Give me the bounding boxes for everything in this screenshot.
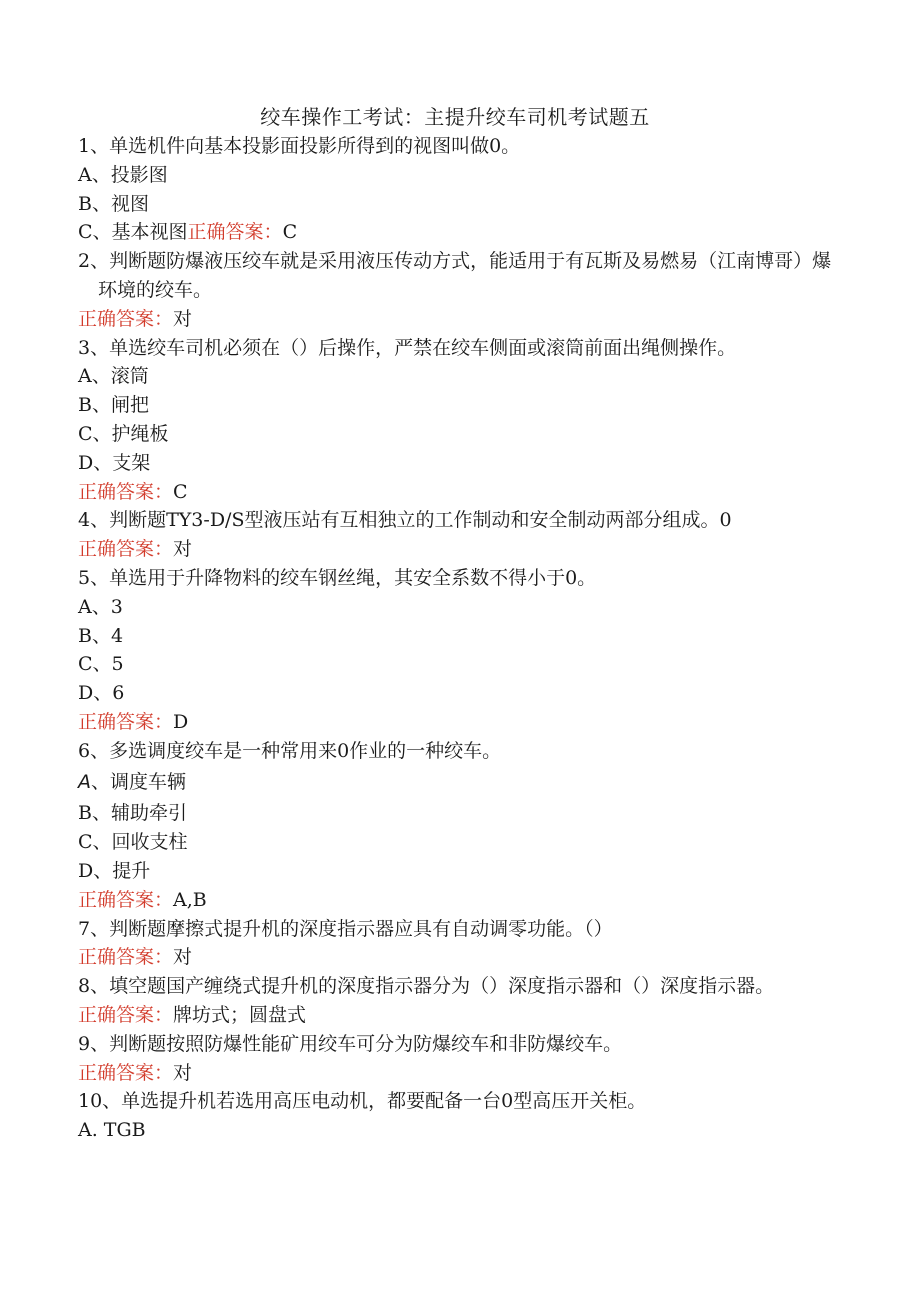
- question-2-answer-row: [78, 305, 833, 334]
- question-6-stem: 6、多选调度绞车是一种常用来0作业的一种绞车。: [78, 739, 502, 762]
- question-1-option-a: A、投影图: [78, 163, 168, 186]
- question-5-option-a: A、3: [78, 595, 123, 618]
- question-6-answer-row: [78, 886, 833, 915]
- question-4-stem: 4、判断题TY3-D/S型液压站有互相独立的工作制动和安全制动两部分组成。0: [78, 509, 732, 532]
- answer-label: 正确答案：: [78, 946, 174, 969]
- question-6-option-b: B、辅助牵引: [78, 802, 187, 825]
- question-10-stem: 10、单选提升机若选用高压电动机，都要配备一台0型高压开关柜。: [78, 1090, 647, 1113]
- question-10-option-a: A. TGB: [78, 1119, 146, 1142]
- answer-label: 正确答案：: [78, 1061, 174, 1084]
- document-title: 绞车操作工考试：主提升绞车司机考试题五: [260, 105, 650, 129]
- question-5-option-b: B、4: [78, 624, 124, 647]
- question-4-answer: 对: [173, 538, 193, 561]
- question-2-stem: 2、判断题防爆液压绞车就是采用液压传动方式，能适用于有瓦斯及易燃易（江南博哥）爆环境的绞车。: [78, 250, 832, 301]
- question-9-stem: 9、判断题按照防爆性能矿用绞车可分为防爆绞车和非防爆绞车。: [78, 1032, 623, 1055]
- question-6-option-c: C、回收支柱: [78, 831, 188, 854]
- question-1-option-c-row: [78, 218, 833, 247]
- answer-label: 正确答案：: [78, 888, 174, 911]
- question-7-stem: 7、判断题摩擦式提升机的深度指示器应具有自动调零功能。（）: [78, 917, 613, 940]
- question-2-answer: 对: [173, 307, 193, 330]
- answer-label: 正确答案：: [187, 221, 283, 244]
- question-6-option-a-letter: A: [78, 770, 91, 793]
- question-1-answer: C: [282, 221, 298, 244]
- answer-label: 正确答案：: [78, 1003, 174, 1026]
- question-3-stem: 3、单选绞车司机必须在（）后操作，严禁在绞车侧面或滚筒前面出绳侧操作。: [78, 336, 737, 359]
- question-5-answer-row: [78, 708, 833, 737]
- answer-label: 正确答案：: [78, 538, 174, 561]
- question-8-answer: 牌坊式；圆盘式: [173, 1003, 307, 1026]
- question-3-option-d: D、支架: [78, 451, 151, 474]
- question-8-answer-row: [78, 1001, 833, 1030]
- question-5-option-d: D、6: [78, 682, 125, 705]
- answer-label: 正确答案：: [78, 710, 174, 733]
- question-7-answer: 对: [173, 946, 193, 969]
- question-6-option-a-text: 、调度车辆: [91, 770, 187, 793]
- question-5-stem: 5、单选用于升降物料的绞车钢丝绳，其安全系数不得小于0。: [78, 566, 597, 589]
- question-6-answer: A,B: [173, 888, 207, 911]
- answer-label: 正确答案：: [78, 480, 174, 503]
- question-1-option-c: C、基本视图: [78, 221, 188, 244]
- question-1-stem: 1、单选机件向基本投影面投影所得到的视图叫做0。: [78, 135, 521, 157]
- question-5-answer: D: [173, 710, 189, 733]
- question-5-option-c: C、5: [78, 653, 124, 676]
- question-3-answer-row: [78, 478, 833, 507]
- question-3-answer: C: [173, 480, 188, 503]
- question-4-answer-row: [78, 535, 833, 564]
- question-3-option-b: B、闸把: [78, 394, 149, 417]
- question-3-option-a: A、滚筒: [78, 365, 149, 388]
- question-6-option-d: D、提升: [78, 859, 151, 882]
- question-1-option-b: B、视图: [78, 192, 149, 215]
- question-list: [78, 132, 833, 1145]
- question-9-answer: 对: [173, 1061, 193, 1084]
- question-8-stem: 8、填空题国产缠绕式提升机的深度指示器分为（）深度指示器和（）深度指示器。: [78, 975, 775, 998]
- question-3-option-c: C、护绳板: [78, 422, 169, 445]
- question-6-option-a: [78, 768, 833, 797]
- question-7-answer-row: [78, 943, 833, 972]
- question-9-answer-row: [78, 1059, 833, 1088]
- answer-label: 正确答案：: [78, 307, 174, 330]
